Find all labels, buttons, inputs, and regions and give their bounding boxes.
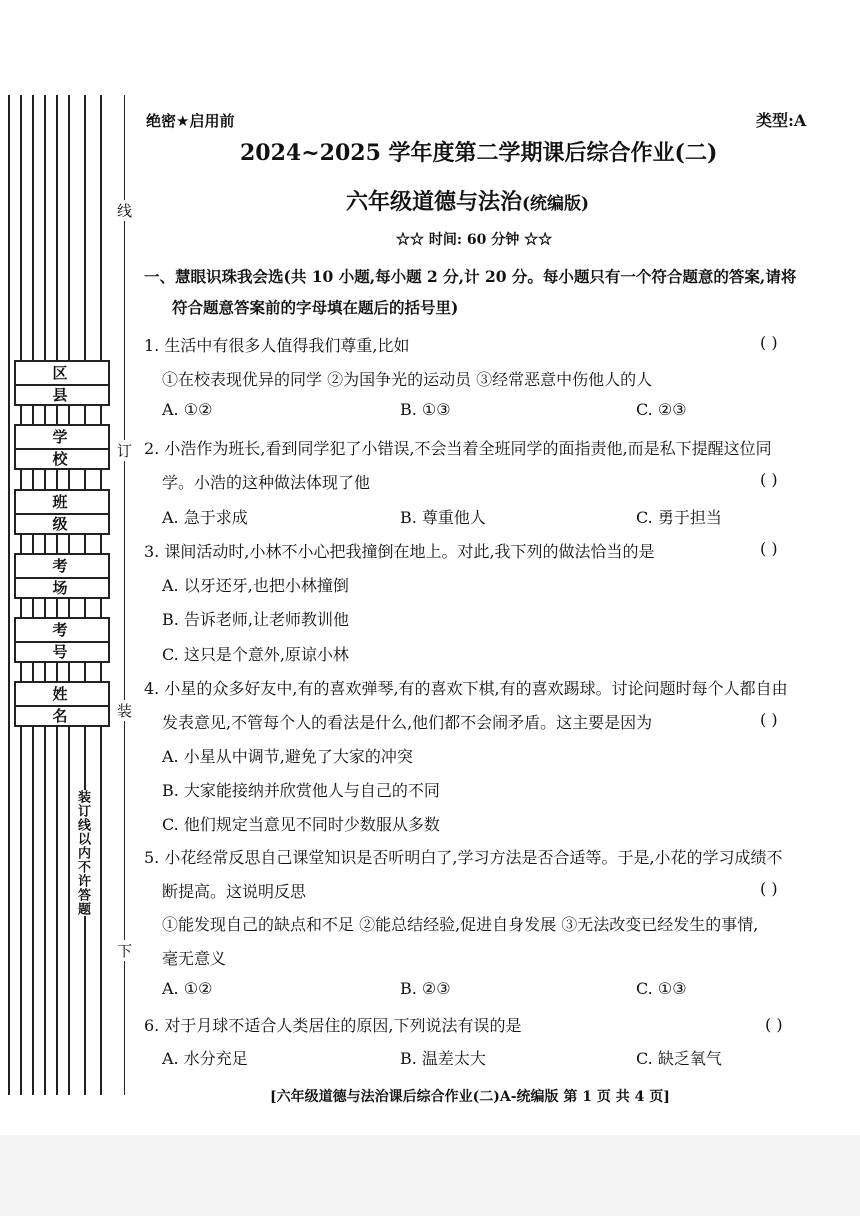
field-label: 考 号 bbox=[16, 619, 108, 643]
time-line: ☆☆ 时间: 60 分钟 ☆☆ bbox=[396, 232, 553, 248]
question-4-stem-cont: 发表意见,不管每个人的看法是什么,他们都不会闹矛盾。这主要是因为 bbox=[162, 713, 653, 732]
question-1-stem: 1. 生活中有很多人值得我们尊重,比如 bbox=[144, 336, 410, 355]
question-5-items-cont: 毫无意义 bbox=[162, 949, 227, 968]
type-label: 类型:A bbox=[756, 111, 807, 130]
question-3-option-a[interactable]: A. 以牙还牙,也把小林撞倒 bbox=[162, 576, 349, 595]
answer-bracket[interactable]: ( ) bbox=[760, 333, 778, 352]
question-2-option-a[interactable]: A. 急于求成 bbox=[162, 508, 248, 527]
question-2-option-b[interactable]: B. 尊重他人 bbox=[400, 508, 486, 527]
question-3-stem: 3. 课间活动时,小林不小心把我撞倒在地上。对此,我下列的做法恰当的是 bbox=[144, 542, 655, 561]
binding-char: 下 bbox=[117, 942, 133, 960]
binding-char: 线 bbox=[117, 202, 133, 220]
field-label: 考 场 bbox=[16, 555, 108, 579]
question-5-option-a[interactable]: A. ①② bbox=[162, 979, 213, 998]
question-4-option-b[interactable]: B. 大家能接纳并欣赏他人与自己的不同 bbox=[162, 781, 440, 800]
question-2-stem-cont: 学。小浩的这种做法体现了他 bbox=[162, 473, 371, 492]
question-1-option-b[interactable]: B. ①③ bbox=[400, 400, 451, 419]
field-name bbox=[14, 681, 110, 727]
bottom-margin bbox=[0, 1135, 860, 1216]
field-district bbox=[14, 360, 110, 406]
question-4-stem: 4. 小星的众多好友中,有的喜欢弹琴,有的喜欢下棋,有的喜欢踢球。讨论问题时每个人都自由 bbox=[144, 679, 788, 698]
answer-bracket[interactable]: ( ) bbox=[760, 710, 778, 729]
field-exam-room bbox=[14, 553, 110, 599]
answer-bracket[interactable]: ( ) bbox=[760, 470, 778, 489]
question-2-stem: 2. 小浩作为班长,看到同学犯了小错误,不会当着全班同学的面指责他,而是私下提醒这位同 bbox=[144, 439, 772, 458]
subtitle-edition: (统编版) bbox=[522, 194, 590, 214]
question-1-option-c[interactable]: C. ②③ bbox=[636, 400, 687, 419]
question-4-option-a[interactable]: A. 小星从中调节,避免了大家的冲突 bbox=[162, 747, 413, 766]
field-exam-number bbox=[14, 617, 110, 663]
field-label: 姓 名 bbox=[16, 683, 108, 707]
page-footer: [六年级道德与法治课后综合作业(二)A-统编版 第 1 页 共 4 页] bbox=[270, 1089, 670, 1105]
binding-line bbox=[8, 95, 10, 1095]
field-label: 区 县 bbox=[16, 362, 108, 386]
question-3-option-c[interactable]: C. 这只是个意外,原谅小林 bbox=[162, 645, 349, 664]
question-5-items: ①能发现自己的缺点和不足 ②能总结经验,促进自身发展 ③无法改变已经发生的事情, bbox=[162, 915, 759, 934]
question-6-option-a[interactable]: A. 水分充足 bbox=[162, 1049, 248, 1068]
answer-bracket[interactable]: ( ) bbox=[765, 1015, 783, 1034]
question-5-stem-cont: 断提高。这说明反思 bbox=[162, 882, 307, 901]
binding-char: 订 bbox=[117, 442, 133, 460]
question-1-items: ①在校表现优异的同学 ②为国争光的运动员 ③经常恶意中伤他人的人 bbox=[162, 370, 653, 389]
question-5-option-c[interactable]: C. ①③ bbox=[636, 979, 687, 998]
answer-bracket[interactable]: ( ) bbox=[760, 539, 778, 558]
section-heading-cont: 符合题意答案前的字母填在题后的括号里) bbox=[172, 298, 459, 317]
field-label: 学 校 bbox=[16, 426, 108, 450]
question-6-stem: 6. 对于月球不适合人类居住的原因,下列说法有误的是 bbox=[144, 1016, 522, 1035]
field-school bbox=[14, 424, 110, 470]
secret-label: 绝密★启用前 bbox=[146, 112, 235, 130]
question-3-option-b[interactable]: B. 告诉老师,让老师教训他 bbox=[162, 610, 350, 629]
answer-bracket[interactable]: ( ) bbox=[760, 879, 778, 898]
binding-char: 装 bbox=[117, 702, 133, 720]
question-1-option-a[interactable]: A. ①② bbox=[162, 400, 213, 419]
subtitle-main: 六年级道德与法治 bbox=[346, 189, 523, 215]
question-4-option-c[interactable]: C. 他们规定当意见不同时少数服从多数 bbox=[162, 815, 440, 834]
page-title: 2024~2025 学年度第二学期课后综合作业(二) bbox=[240, 140, 718, 166]
question-5-option-b[interactable]: B. ②③ bbox=[400, 979, 451, 998]
question-2-option-c[interactable]: C. 勇于担当 bbox=[636, 508, 722, 527]
field-label: 班 级 bbox=[16, 491, 108, 515]
question-6-option-c[interactable]: C. 缺乏氧气 bbox=[636, 1049, 722, 1068]
binding-notice: 装订线以内不许答题 bbox=[72, 790, 92, 916]
question-6-option-b[interactable]: B. 温差太大 bbox=[400, 1049, 486, 1068]
subtitle bbox=[346, 185, 589, 216]
question-5-stem: 5. 小花经常反思自己课堂知识是否听明白了,学习方法是否合适等。于是,小花的学习成绩不 bbox=[144, 848, 783, 867]
section-heading: 一、慧眼识珠我会选(共 10 小题,每小题 2 分,计 20 分。每小题只有一个符合题意的答案,请将 bbox=[144, 267, 797, 286]
field-class bbox=[14, 489, 110, 535]
